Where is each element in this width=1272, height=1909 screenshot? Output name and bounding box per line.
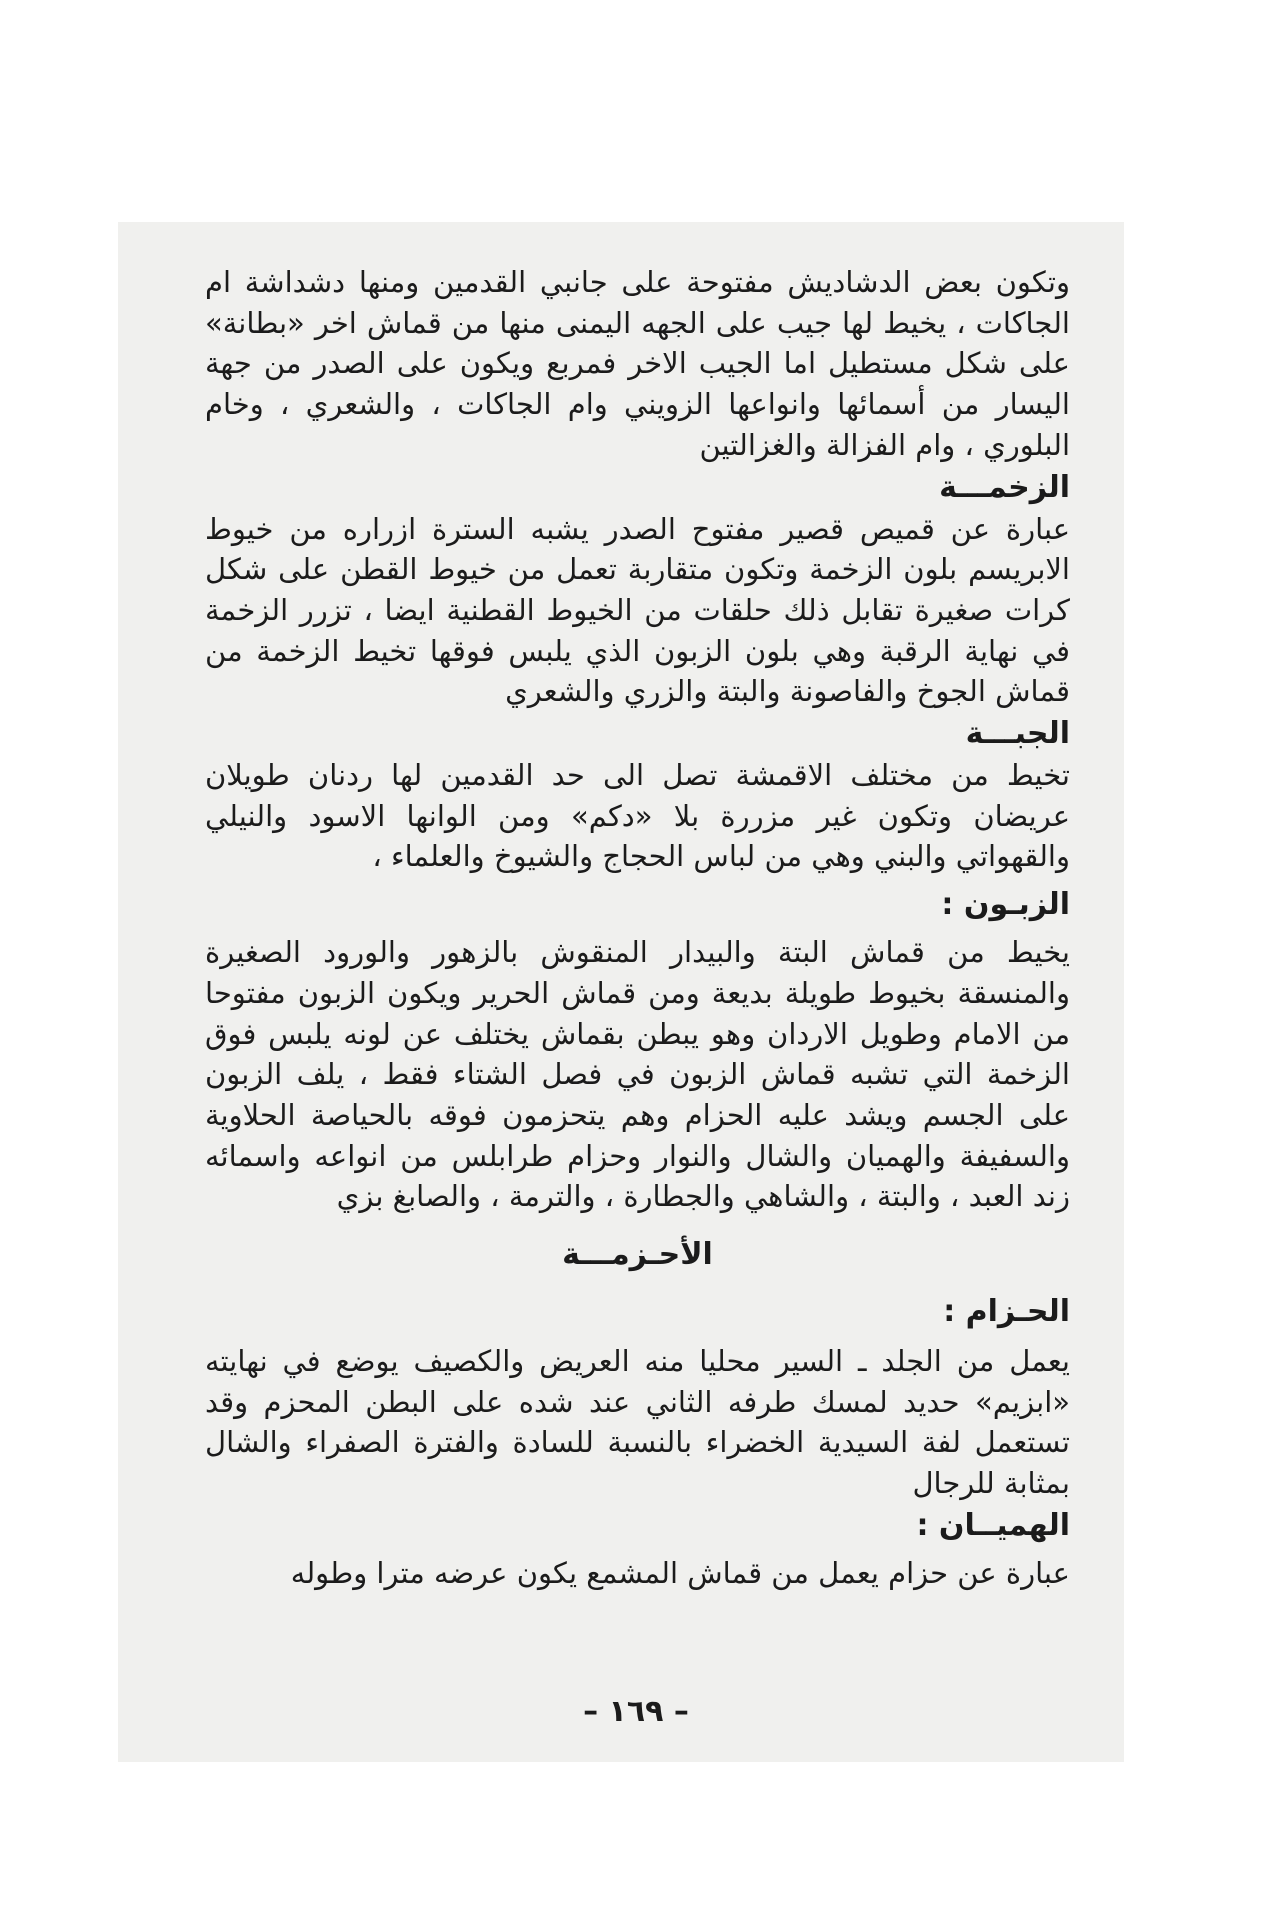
page-number: – ١٦٩ – (583, 1694, 689, 1729)
paragraph-hizam: يعمل من الجلد ـ السير محليا منه العريض والكصيف يوضع في نهايته «ابزيم» حديد لمسك طرفه الثاني عند شده على البطن المحزم وقد تستعمل لفة السيدية الخضراء بالنسبة للسادة والفترة الصفراء والشال بمثابة للرجال (205, 1344, 1070, 1501)
paragraph-zaboun: يخيط من قماش البتة والبيدار المنقوش بالزهور والورود الصغيرة والمنسقة بخيوط طويلة بديعة ومن قماش الحرير ويكون الزبون مفتوحا من الامام وطويل الاردان وهو يبطن بقماش يختلف عن لونه يلبس فوق الزخمة التي تشبه قماش الزبون في فصل الشتاء فقط ، يلف الزبون على الجسم ويشد عليه الحزام وهم يتحزمون فوقه بالحياصة الحلاوية والسفيفة والهميان والشال والنوار وحزام طرابلس من انواعه واسمائه زند العبد ، والبتة ، والشاهي والجطارة ، والترمة ، والصابغ بزي (205, 935, 1070, 1214)
paragraph-hemyan: عبارة عن حزام يعمل من قماش المشمع يكون عرضه مترا وطوله (290, 1555, 1070, 1590)
heading-zaboun: الزبـون : (941, 887, 1070, 923)
paragraph-jubba: تخيط من مختلف الاقمشة تصل الى حد القدمين لها ردنان طويلان عريضان وتكون غير مزررة بلا «دكم» ومن الوانها الاسود والنيلي والقهواتي والبني وهي من لباس الحجاج والشيوخ والعلماء ، (205, 758, 1070, 874)
paragraph-zakhma: عبارة عن قميص قصير مفتوح الصدر يشبه السترة ازراره من خيوط الابريسم بلون الزخمة وتكون متقاربة تعمل من خيوط القطن على شكل كرات صغيرة تقابل ذلك حلقات من الخيوط القطنية ايضا ، تزرر الزخمة في نهاية الرقبة وهي بلون الزبون الذي يلبس فوقها تخيط الزخمة من قماش الجوخ والفاصونة والبتة والزري والشعري (205, 511, 1070, 709)
section-title-ahzima: الأحـزمـــة (562, 1237, 713, 1273)
paragraph-dishdasha: وتكون بعض الدشاديش مفتوحة على جانبي القدمين ومنها دشداشة ام الجاكات ، يخيط لها جيب على الجهه اليمنى منها من قماش اخر «بطانة» على شكل مستطيل اما الجيب الاخر فمربع ويكون على الصدر من جهة اليسار من أسمائها وانواعها الزويني وام الجاكات ، والشعري ، وخام البلوري ، وام الفزالة والغزالتين (205, 265, 1070, 462)
heading-hizam: الحـزام : (943, 1294, 1070, 1330)
heading-jubba: الجبـــة (965, 716, 1070, 752)
heading-hemyan: الهميــان : (916, 1507, 1070, 1543)
heading-zakhma: الزخمـــة (939, 469, 1070, 505)
page-content (205, 262, 1070, 1594)
